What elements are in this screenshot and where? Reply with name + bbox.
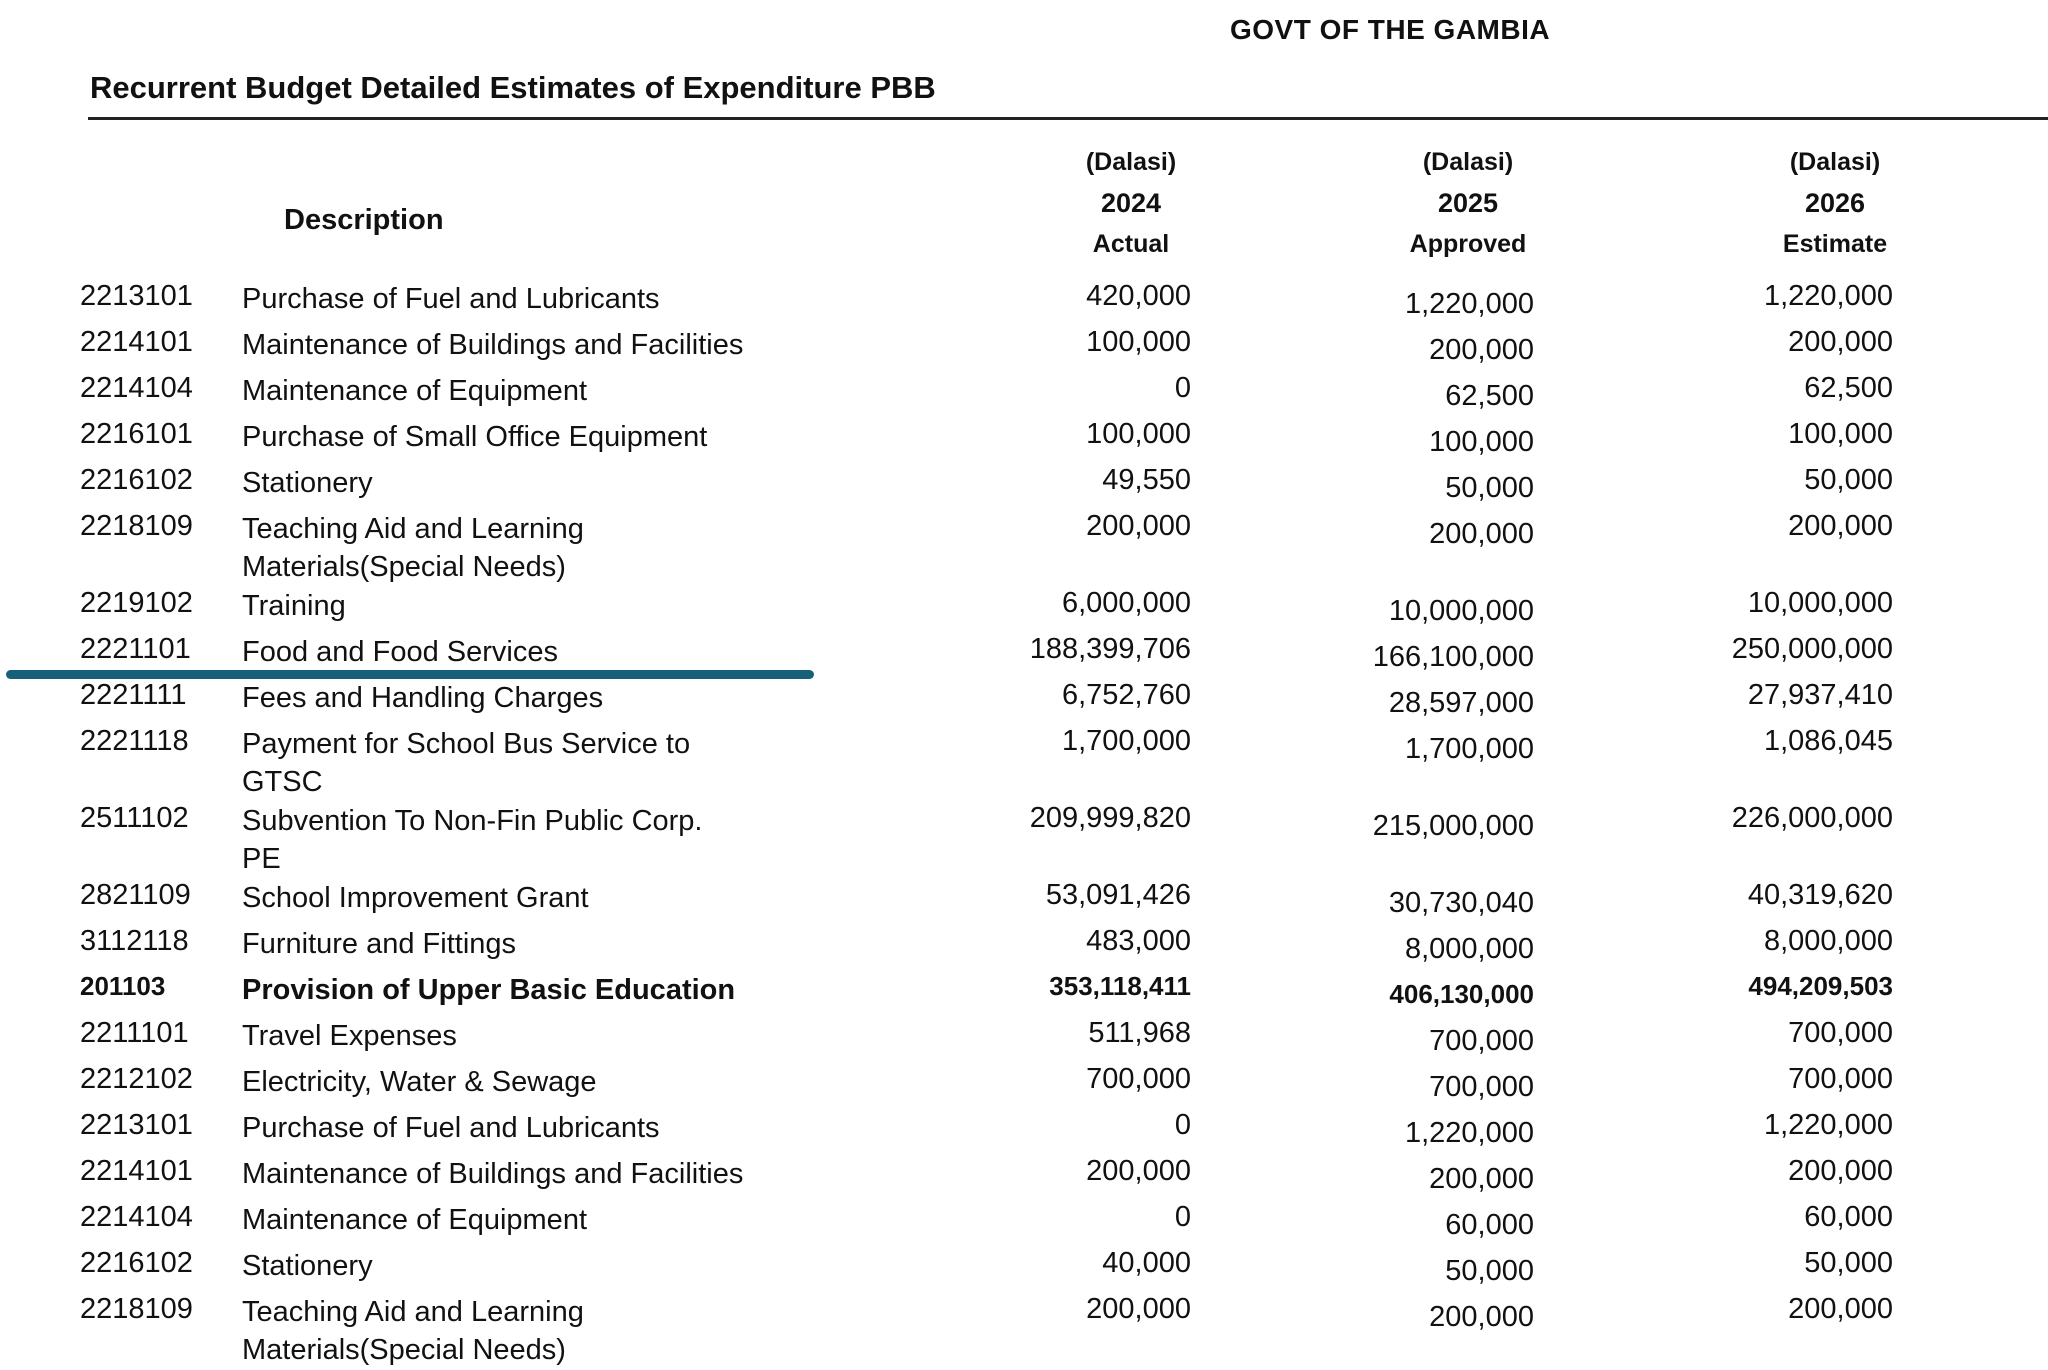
table-row: [0, 679, 2048, 725]
row-description: Purchase of Fuel and Lubricants: [242, 283, 660, 315]
document-title: Recurrent Budget Detailed Estimates of Expenditure PBB: [90, 70, 936, 105]
table-row: [0, 1293, 2048, 1370]
row-code: 2212102: [80, 1063, 193, 1095]
column-year: 2026: [1804, 188, 1866, 218]
row-value-2025: 200,000: [1429, 518, 1534, 550]
row-description: Stationery: [242, 1250, 373, 1282]
table-row: [0, 725, 2048, 802]
table-row: [0, 1063, 2048, 1109]
row-value-2026: 200,000: [1788, 1155, 1893, 1187]
table-row: [0, 925, 2048, 971]
row-description: Purchase of Fuel and Lubricants: [242, 1112, 660, 1144]
row-value-2024: 0: [1174, 372, 1191, 404]
row-description: Payment for School Bus Service to GTSC: [242, 728, 691, 798]
row-value-2026: 1,220,000: [1763, 1109, 1893, 1141]
row-code: 3112118: [80, 925, 189, 957]
budget-table: [0, 280, 2048, 1370]
row-description: Furniture and Fittings: [242, 928, 517, 960]
row-code: 2213101: [80, 1109, 193, 1141]
row-description: Maintenance of Equipment: [242, 375, 587, 407]
row-value-2025: 700,000: [1429, 1025, 1534, 1057]
column-year: 2024: [1100, 188, 1162, 218]
row-value-2024: 200,000: [1086, 1155, 1191, 1187]
row-code: 2216102: [80, 464, 193, 496]
row-value-2024: 0: [1174, 1109, 1191, 1141]
row-code: 2219102: [80, 587, 193, 619]
table-row: [0, 1017, 2048, 1063]
row-value-2026: 50,000: [1804, 464, 1893, 496]
row-value-2024: 6,000,000: [1061, 587, 1191, 619]
row-code: 2218109: [80, 1293, 193, 1325]
column-header-2024: [1031, 142, 1231, 265]
row-value-2025: 700,000: [1429, 1071, 1534, 1103]
govt-header: GOVT OF THE GAMBIA: [1230, 14, 1551, 45]
table-row: [0, 1109, 2048, 1155]
row-value-2024: 49,550: [1102, 464, 1191, 496]
row-description: School Improvement Grant: [242, 882, 589, 914]
row-value-2026: 700,000: [1788, 1017, 1893, 1049]
row-code: 2216102: [80, 1247, 193, 1279]
row-value-2026: 60,000: [1804, 1201, 1893, 1233]
row-value-2026: 494,209,503: [1748, 971, 1893, 1001]
row-value-2025: 200,000: [1429, 1163, 1534, 1195]
row-value-2026: 40,319,620: [1747, 879, 1893, 911]
row-value-2024: 1,700,000: [1061, 725, 1191, 757]
row-value-2024: 6,752,760: [1061, 679, 1191, 711]
row-description: Travel Expenses: [242, 1020, 457, 1052]
column-currency: (Dalasi): [1085, 148, 1177, 176]
row-description: Maintenance of Buildings and Facilities: [242, 1158, 744, 1190]
row-description: Provision of Upper Basic Education: [242, 974, 736, 1006]
table-row: [0, 1247, 2048, 1293]
column-header-2025: [1368, 142, 1568, 265]
row-value-2026: 200,000: [1788, 510, 1893, 542]
table-row: [0, 418, 2048, 464]
column-type: Estimate: [1782, 230, 1888, 258]
row-description: Fees and Handling Charges: [242, 682, 604, 714]
row-description: Teaching Aid and Learning Materials(Special Needs): [242, 513, 584, 583]
table-row: [0, 1155, 2048, 1201]
column-type: Actual: [1092, 230, 1170, 258]
row-code: 2214104: [80, 1201, 193, 1233]
row-value-2025: 200,000: [1429, 1301, 1534, 1333]
row-value-2024: 700,000: [1086, 1063, 1191, 1095]
row-description: Teaching Aid and Learning Materials(Special Needs): [242, 1296, 584, 1366]
row-value-2026: 200,000: [1788, 326, 1893, 358]
row-value-2026: 250,000,000: [1731, 633, 1893, 665]
row-code: 2221101: [80, 633, 191, 665]
row-value-2024: 200,000: [1086, 510, 1191, 542]
table-row: [0, 326, 2048, 372]
row-value-2024: 53,091,426: [1045, 879, 1191, 911]
row-value-2024: 483,000: [1086, 925, 1191, 957]
column-currency: (Dalasi): [1422, 148, 1514, 176]
row-value-2025: 50,000: [1445, 472, 1534, 504]
row-value-2026: 10,000,000: [1747, 587, 1893, 619]
row-code: 2214104: [80, 372, 193, 404]
row-description: Maintenance of Buildings and Facilities: [242, 329, 744, 361]
row-value-2025: 30,730,040: [1388, 887, 1534, 919]
row-value-2025: 200,000: [1429, 334, 1534, 366]
row-description: Maintenance of Equipment: [242, 1204, 587, 1236]
row-value-2025: 50,000: [1445, 1255, 1534, 1287]
column-type: Approved: [1409, 230, 1527, 258]
row-value-2024: 100,000: [1086, 326, 1191, 358]
table-row: [0, 464, 2048, 510]
row-description: Stationery: [242, 467, 373, 499]
row-value-2025: 100,000: [1429, 426, 1534, 458]
row-code: 201103: [80, 971, 166, 1001]
row-value-2024: 100,000: [1086, 418, 1191, 450]
row-value-2026: 27,937,410: [1747, 679, 1893, 711]
row-value-2025: 406,130,000: [1389, 979, 1534, 1009]
row-code: 2216101: [80, 418, 193, 450]
row-value-2025: 10,000,000: [1388, 595, 1534, 627]
row-value-2026: 226,000,000: [1731, 802, 1893, 834]
row-value-2024: 209,999,820: [1029, 802, 1191, 834]
row-description: Subvention To Non-Fin Public Corp. PE: [242, 805, 703, 875]
table-row: [0, 1201, 2048, 1247]
row-code: 2218109: [80, 510, 193, 542]
row-value-2026: 8,000,000: [1763, 925, 1893, 957]
row-code: 2214101: [80, 1155, 193, 1187]
row-value-2026: 62,500: [1804, 372, 1893, 404]
table-row: [0, 802, 2048, 879]
row-value-2025: 8,000,000: [1404, 933, 1534, 965]
table-row-subtotal: [0, 971, 2048, 1017]
table-row: [0, 510, 2048, 587]
row-value-2026: 50,000: [1804, 1247, 1893, 1279]
row-value-2025: 1,220,000: [1404, 1117, 1534, 1149]
row-value-2026: 100,000: [1788, 418, 1893, 450]
row-value-2025: 28,597,000: [1388, 687, 1534, 719]
row-value-2026: 1,220,000: [1763, 280, 1893, 312]
row-code: 2511102: [80, 802, 189, 834]
table-row: [0, 280, 2048, 326]
row-value-2026: 700,000: [1788, 1063, 1893, 1095]
row-description: Training: [242, 590, 346, 622]
table-row: [0, 372, 2048, 418]
row-value-2025: 62,500: [1445, 380, 1534, 412]
header-rule: [88, 117, 2048, 120]
description-header: Description: [284, 204, 444, 236]
row-value-2026: 200,000: [1788, 1293, 1893, 1325]
row-description: Purchase of Small Office Equipment: [242, 421, 708, 453]
row-description: Electricity, Water & Sewage: [242, 1066, 597, 1098]
row-code: 2214101: [80, 326, 193, 358]
row-value-2024: 188,399,706: [1029, 633, 1191, 665]
row-value-2025: 60,000: [1445, 1209, 1534, 1241]
row-value-2024: 40,000: [1102, 1247, 1191, 1279]
row-value-2024: 0: [1174, 1201, 1191, 1233]
row-value-2024: 353,118,411: [1049, 971, 1191, 1001]
row-value-2024: 511,968: [1088, 1017, 1191, 1049]
row-value-2025: 1,220,000: [1404, 288, 1534, 320]
row-code: 2221111: [80, 679, 187, 711]
row-value-2025: 1,700,000: [1404, 733, 1534, 765]
row-code: 2221118: [80, 725, 189, 757]
row-value-2025: 215,000,000: [1372, 810, 1534, 842]
row-code: 2213101: [80, 280, 193, 312]
table-row: [0, 879, 2048, 925]
row-value-2025: 166,100,000: [1372, 641, 1534, 673]
column-header-2026: [1735, 142, 1935, 265]
column-year: 2025: [1437, 188, 1499, 218]
table-row: [0, 587, 2048, 633]
highlight-underline-mark: [6, 670, 814, 679]
row-value-2024: 420,000: [1086, 280, 1191, 312]
column-currency: (Dalasi): [1789, 148, 1881, 176]
row-description: Food and Food Services: [242, 636, 558, 668]
row-code: 2211101: [80, 1017, 189, 1049]
row-code: 2821109: [80, 879, 191, 911]
row-value-2024: 200,000: [1086, 1293, 1191, 1325]
row-value-2026: 1,086,045: [1763, 725, 1893, 757]
